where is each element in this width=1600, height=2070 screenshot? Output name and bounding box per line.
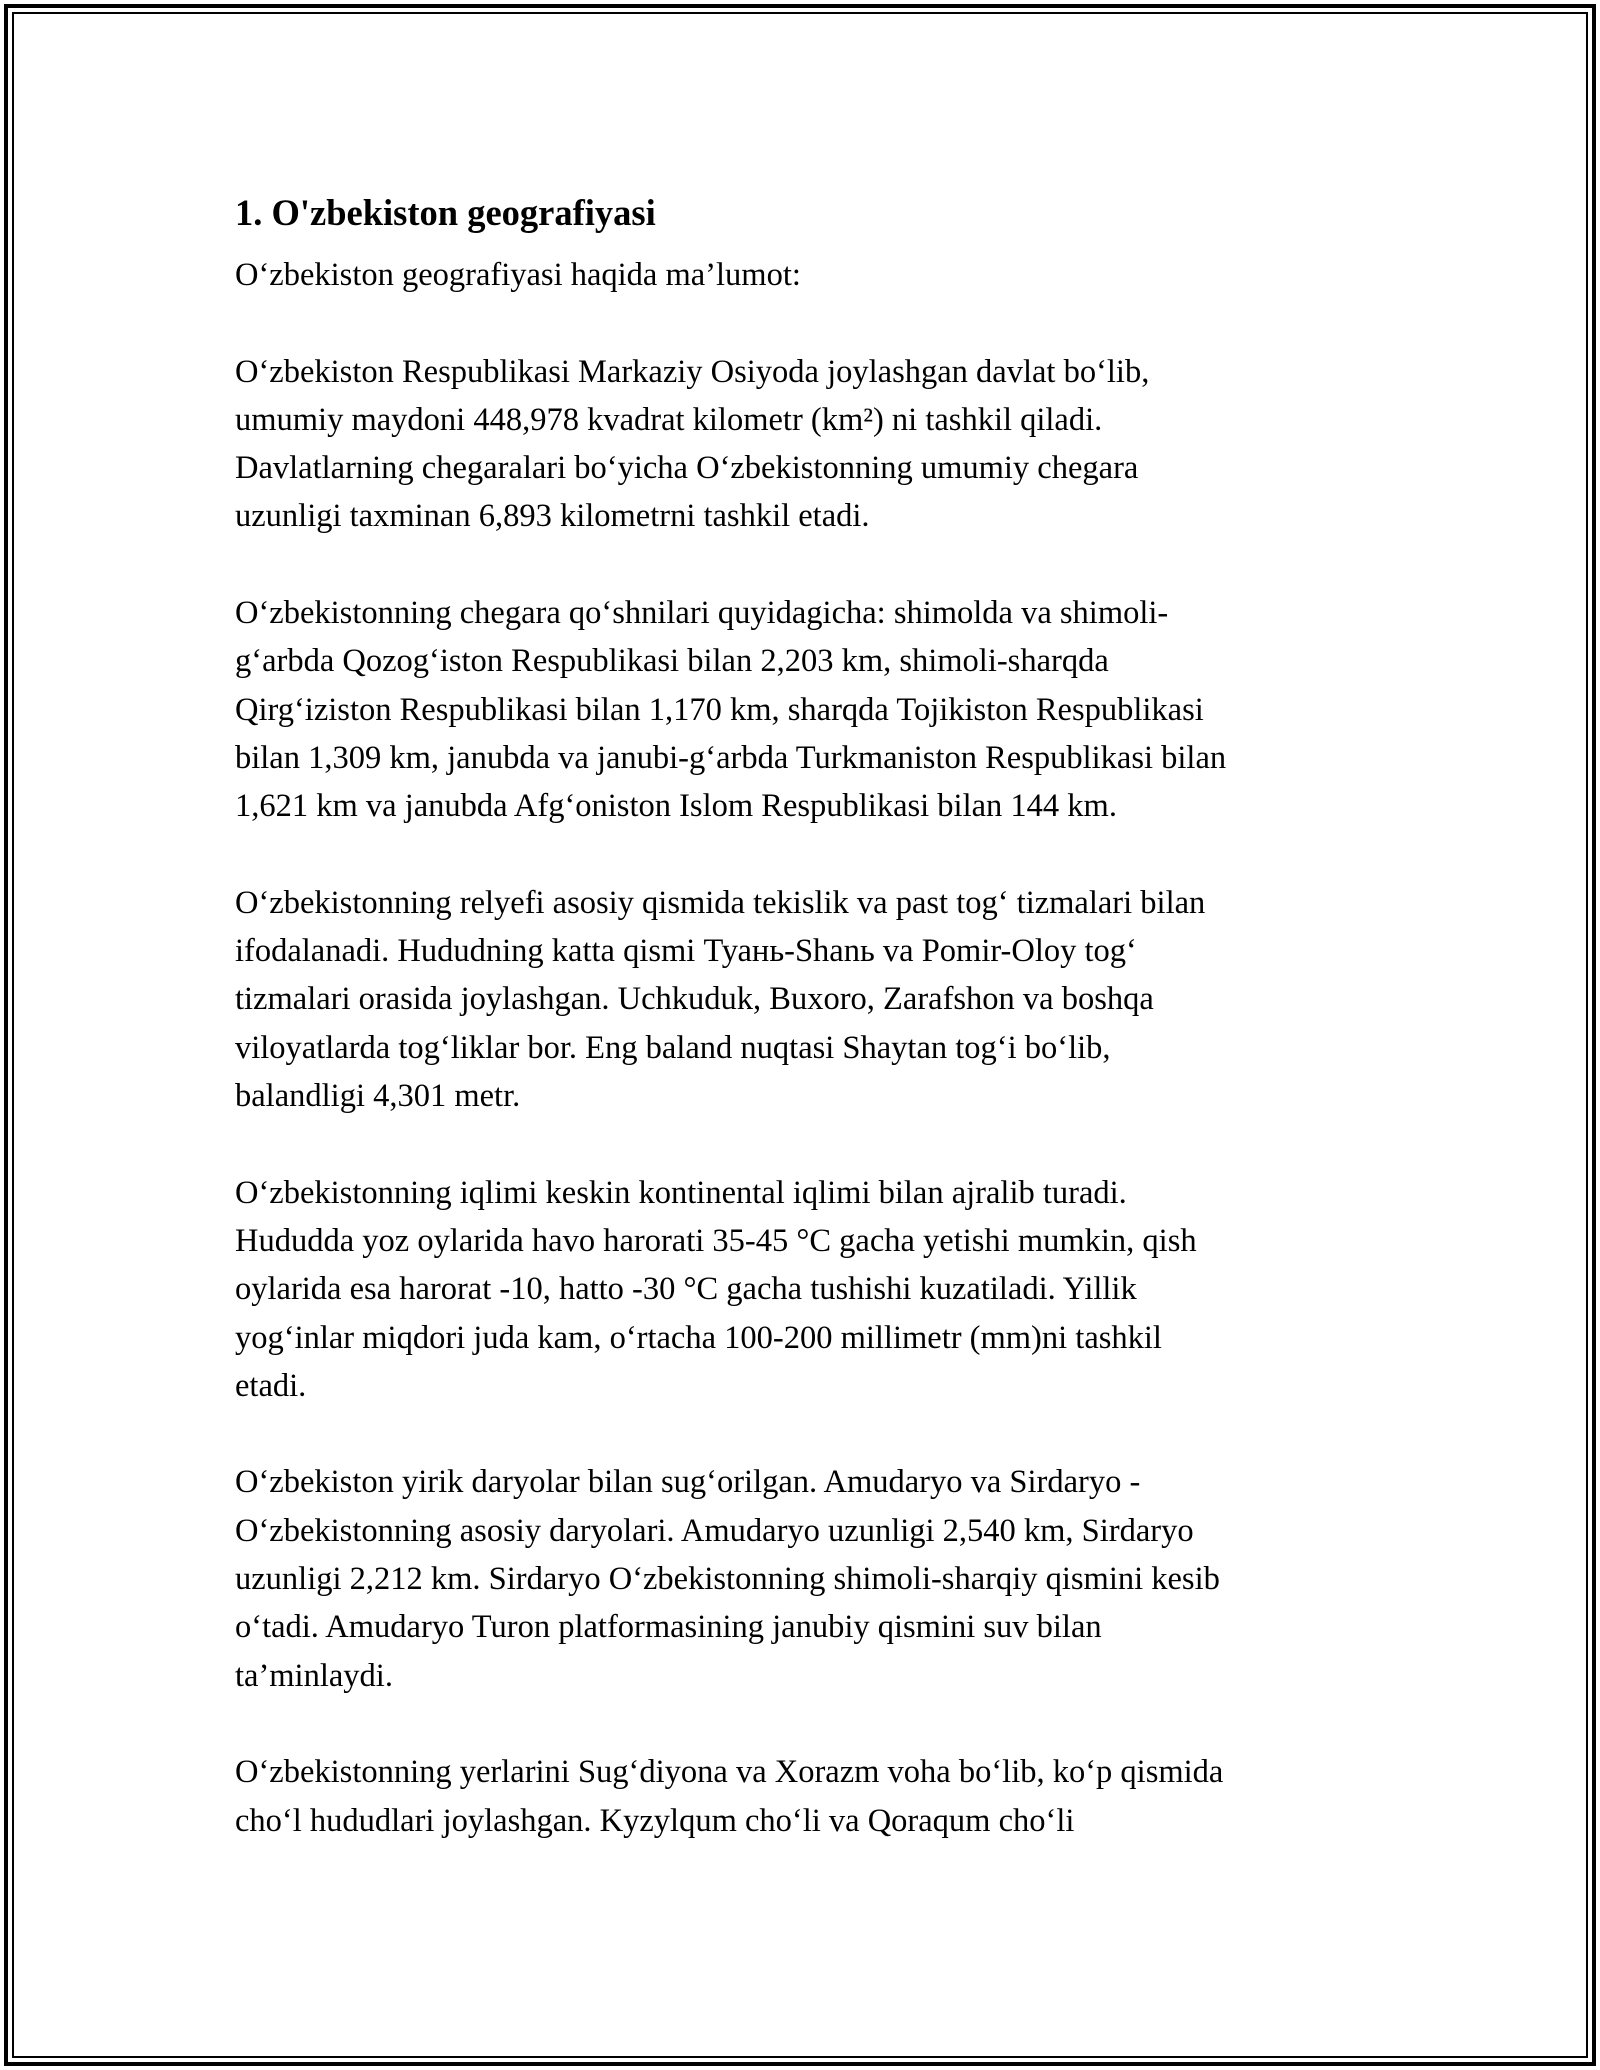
paragraph-line: cho‘l hududlari joylashgan. Kyzylqum cho‘li va Qoraqum cho‘li [235, 1802, 1075, 1839]
paragraph-line: O‘zbekistonning relyefi asosiy qismida tekislik va past tog‘ tizmalari bilan [235, 884, 1206, 921]
paragraph-line: O‘zbekistonning chegara qo‘shnilari quyidagicha: shimolda va shimoli- [235, 595, 1169, 632]
paragraph-line: Qirg‘iziston Respublikasi bilan 1,170 km, sharqda Tojikiston Respublikasi [235, 691, 1204, 728]
paragraph-line: umumiy maydoni 448,978 kvadrat kilometr (km²) ni tashkil qiladi. [235, 401, 1103, 438]
paragraph-line: ifodalanadi. Hududning katta qismi Туань-Shanь va Pomir-Oloy tog‘ [235, 933, 1137, 970]
paragraph-line: uzunligi 2,212 km. Sirdaryo O‘zbekistonning shimoli-sharqiy qismini kesib [235, 1561, 1220, 1598]
paragraph-line: o‘tadi. Amudaryo Turon platformasining janubiy qismini suv bilan [235, 1609, 1102, 1646]
paragraph [235, 879, 1365, 1120]
paragraph [235, 1458, 1365, 1699]
paragraph-list [235, 348, 1365, 1845]
intro-line: O‘zbekiston geografiyasi haqida ma’lumot: [235, 257, 801, 293]
paragraph [235, 348, 1365, 541]
paragraph-line: Hududda yoz oylarida havo harorati 35-45 °C gacha yetishi mumkin, qish [235, 1222, 1197, 1259]
paragraph-line: O‘zbekistonning asosiy daryolari. Amudaryo uzunligi 2,540 km, Sirdaryo [235, 1512, 1194, 1549]
paragraph-line: O‘zbekiston yirik daryolar bilan sug‘orilgan. Amudaryo va Sirdaryo - [235, 1464, 1141, 1501]
paragraph-line: g‘arbda Qozog‘iston Respublikasi bilan 2,203 km, shimoli-sharqda [235, 643, 1109, 680]
paragraph-line: Davlatlarning chegaralari bo‘yicha O‘zbekistonning umumiy chegara [235, 450, 1139, 487]
paragraph-line: tizmalari orasida joylashgan. Uchkuduk, Buxoro, Zarafshon va boshqa [235, 981, 1154, 1018]
paragraph-line: balandligi 4,301 metr. [235, 1078, 521, 1115]
paragraph-line: ta’minlaydi. [235, 1657, 393, 1694]
paragraph-line: O‘zbekistonning iqlimi keskin kontinental iqlimi bilan ajralib turadi. [235, 1174, 1127, 1211]
paragraph-line: O‘zbekistonning yerlarini Sug‘diyona va Xorazm voha bo‘lib, ko‘p qismida [235, 1754, 1224, 1791]
paragraph-line: bilan 1,309 km, janubda va janubi-g‘arbda Turkmaniston Respublikasi bilan [235, 739, 1227, 776]
document-body [235, 183, 1365, 1845]
document-heading: 1. O'zbekiston geografiyasi [235, 192, 656, 233]
paragraph-line: oylarida esa harorat -10, hatto -30 °C gacha tushishi kuzatiladi. Yillik [235, 1271, 1137, 1308]
paragraph-line: viloyatlarda tog‘liklar bor. Eng baland nuqtasi Shaytan tog‘i bo‘lib, [235, 1029, 1111, 1066]
paragraph [235, 589, 1365, 830]
paragraph-line: uzunligi taxminan 6,893 kilometrni tashkil etadi. [235, 498, 870, 535]
paragraph-line: etadi. [235, 1367, 307, 1404]
paragraph-line: 1,621 km va janubda Afg‘oniston Islom Respublikasi bilan 144 km. [235, 788, 1117, 825]
paragraph-line: yog‘inlar miqdori juda kam, o‘rtacha 100-200 millimetr (mm)ni tashkil [235, 1319, 1162, 1356]
paragraph [235, 1748, 1365, 1845]
paragraph-line: O‘zbekiston Respublikasi Markaziy Osiyoda joylashgan davlat bo‘lib, [235, 353, 1150, 390]
paragraph [235, 1169, 1365, 1410]
